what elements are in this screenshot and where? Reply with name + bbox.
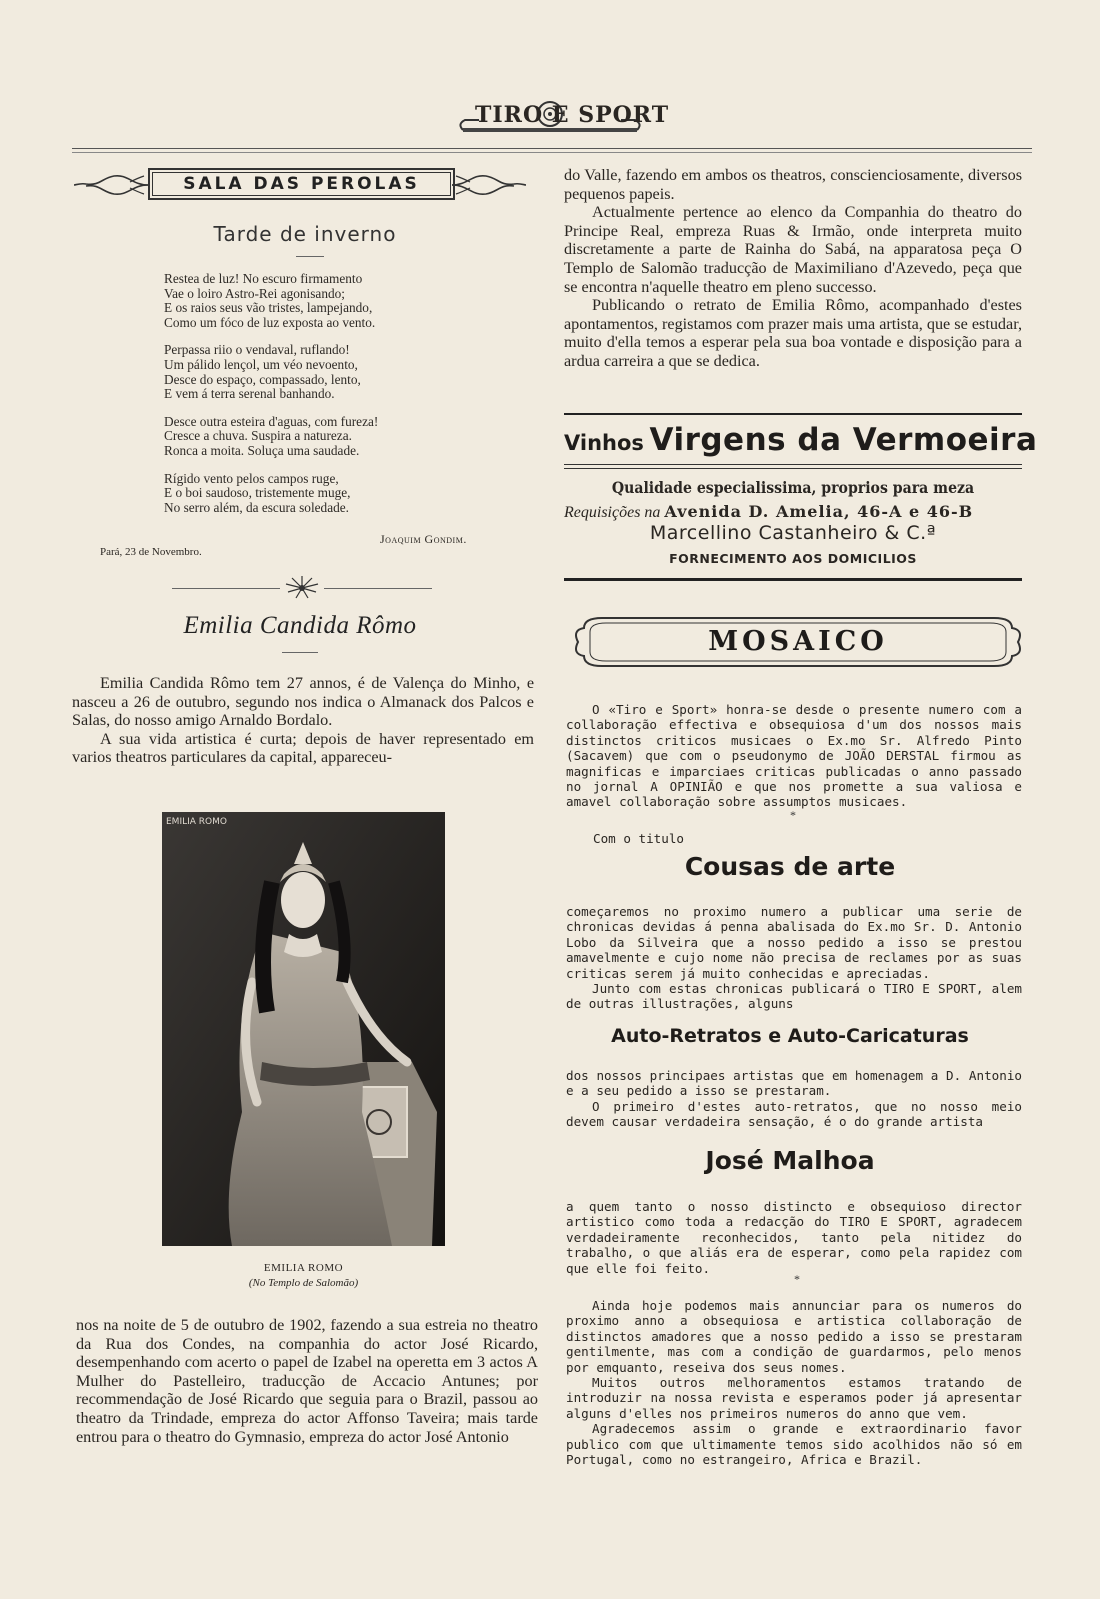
mosaico-paragraph: dos nossos principaes artistas que em homenagem a D. Antonio e a seu pedido a isso se prestaram. [566,1068,1022,1099]
svg-text:TIRO E SPORT: TIRO E SPORT [475,102,670,128]
heading-auto-retratos: Auto-Retratos e Auto-Caricaturas [611,1025,969,1047]
poem-line: Restea de luz! No escuro firmamento [164,271,363,286]
poem-line: No serro além, da escura soledade. [164,499,349,515]
ad-brand: Virgens da Vermoeira [649,422,1038,458]
bio-column-top [72,674,534,767]
bio-title-rule [282,652,318,653]
mosaico-block-5 [566,1298,1022,1467]
mosaico-paragraph: Agradecemos assim o grande e extraordinario favor publico com que ultimamente temos sido acolhidos não só em Portugal, como no estrangeiro, Africa e Brazil. [566,1421,1022,1468]
header-rule [72,148,1032,149]
mosaico-intro-paragraph [566,702,1022,810]
sala-banner-title: SALA DAS PEROLAS [183,174,420,194]
poem-line: Ronca a moita. Soluça uma saudade. [164,442,360,458]
ad-rule [564,468,1022,469]
mosaico-block-2 [566,904,1022,1012]
asterism: * [790,808,796,822]
bio-column-right [564,166,1022,371]
heading-jose-malhoa: José Malhoa [705,1146,875,1175]
poem-stanza [164,272,484,330]
sala-banner [148,168,455,200]
poem-line: Como um fóco de luz exposta ao vento. [164,314,376,330]
poem-place-date: Pará, 23 de Novembro. [100,546,202,558]
poem-author: Joaquim Gondim. [380,532,467,546]
emilia-romo-photo [162,812,445,1246]
header-rule-thin [72,152,1032,153]
ad-vinhos: Vinhos [564,431,644,455]
ad-address: Avenida D. Amelia, 46-A e 46-B [664,502,974,521]
mosaico-title: MOSAICO [708,626,888,657]
ad-quality: Qualidade especialissima, proprios para meza [611,478,975,497]
bio-paragraph: Publicando o retrato de Emilia Rômo, acompanhado d'estes apontamentos, registamos com prazer mais uma artista, que se estudar, muito d'ella temos a esperar pela sua boa vontade e disposição para a ardua carreira a que se dedica. [564,296,1022,370]
poem-line: Rígido vento pelos campos ruge, [164,470,339,486]
bio-paragraph: A sua vida artistica é curta; depois de haver representado em varios theatros particulares da capital, appareceu- [72,729,534,767]
asterism: * [794,1272,800,1286]
ad-top-rule [564,413,1022,415]
ad-delivery: FORNECIMENTO AOS DOMICILIOS [669,551,917,566]
poem-stanza [164,343,484,401]
ad-merchant: Marcellino Castanheiro & C.ª [649,522,937,544]
bio-column-bottom [76,1316,538,1446]
mosaico-paragraph: O «Tiro e Sport» honra-se desde o presente numero com a collaboração effectiva e obsequiosa d'um dos nossos mais distinctos criticos musicaes o Ex.mo Sr. Alfredo Pinto (Sacavem) que com o pseudonymo de JOÃO DERSTAL firmou as magnificas e imparciaes criticas publicadas o anno passado no jornal A OPINIÃO e que nos promette a sua valiosa e amavel collaboração sobre assumptos musicaes. [566,702,1022,810]
poem-line: E os raios seus vão tristes, lampejando, [164,300,373,316]
mosaico-paragraph: Ainda hoje podemos mais annunciar para os numeros do proximo anno a obsequiosa e artistica collaboração de distinctos amadores que a nosso pedido a isso se prestaram gentilmente, mas com a condição de guardarmos, pelo menos por emquanto, reseiva dos seus nomes. [566,1298,1022,1375]
mosaico-paragraph: Junto com estas chronicas publicará o TIRO E SPORT, alem de outras illustrações, alguns [566,981,1022,1012]
poem-line: E o boi saudoso, tristemente muge, [164,485,351,501]
section-divider-left [172,588,280,589]
poem-stanza [164,415,484,459]
ad-rule [564,464,1022,465]
mosaico-block-4 [566,1199,1022,1276]
section-divider-right [324,588,432,589]
poem-line: E vem á terra serenal banhando. [164,386,335,402]
poem-line: Vae o loiro Astro-Rei agonisando; [164,285,345,301]
mosaico-paragraph: a quem tanto o nosso distincto e obsequioso director artistico como toda a redacção do TIRO E SPORT, agradecem verdadeiramente reconhecidos, tanto pela nitidez do trabalho, o que aliás era de esperar, como pela rapidez com que elle foi feito. [566,1199,1022,1276]
poem-title-rule [296,256,324,257]
ad-bottom-rule [564,578,1022,581]
poem-title: Tarde de inverno [213,222,397,246]
mosaico-paragraph: Muitos outros melhoramentos estamos tratando de introduzir na nossa revista e esperamos poder já apresentar alguns d'elles nos primeiros numeros do anno que vem. [566,1375,1022,1421]
mosaico-paragraph: O primeiro d'estes auto-retratos, que no nosso meio devem causar verdadeira sensação, é o do grande artista [566,1098,1022,1130]
bio-paragraph: Emilia Candida Rômo tem 27 annos, é de Valença do Minho, e nasceu a 26 de outubro, segundo nos indica o Almanack dos Palcos e Salas, do nosso amigo Arnaldo Bordalo. [72,674,534,730]
poem-body [164,272,484,528]
bio-title: Emilia Candida Rômo [183,612,417,639]
mosaico-paragraph: começaremos no proximo numero a publicar uma serie de chronicas devidas á penna abalisada do Ex.mo Sr. D. Antonio Lobo da Silveira que a nosso pedido a isso se prestou amavelmente e cujo nome não precisa de reclames por as suas criticas serem já muito conhecidas e apreciadas. [566,904,1022,981]
ad-requisition [564,502,1024,522]
sunburst-ornament-icon [282,574,322,600]
heading-cousas-de-arte: Cousas de arte [684,852,896,881]
poem-line: Desce outra esteira d'aguas, com fureza! [164,413,379,429]
right-flourish-ornament [450,166,528,204]
poem-line: Um pálido lençol, um véo nevoento, [164,356,358,372]
ad-req-prefix: Requisições na [564,504,661,521]
poem-stanza [164,472,484,516]
bio-paragraph: nos na noite de 5 de outubro de 1902, fazendo a sua estreia no theatro da Rua dos Condes, na companhia do actor José Ricardo, desempenhando com acerto o papel de Izabel na operetta em 3 actos A Mulher do Pastelleiro, traducção de Accacio Antunes; por recommendação de José Ricardo que seguia para o Brazil, passou ao theatro da Trindade, empreza do actor Affonso Taveira; mais tarde entrou para o theatro do Gymnasio, empreza do actor José Antonio [76,1316,538,1446]
mosaico-block-3 [566,1068,1022,1130]
photo-subcaption: (No Templo de Salomão) [248,1277,359,1289]
poem-line: Cresce a chuva. Suspira a natureza. [164,428,352,444]
svg-text:EMILIA ROMO: EMILIA ROMO [166,817,227,827]
photo-caption: EMILIA ROMO [263,1262,344,1274]
bio-paragraph: Actualmente pertence ao elenco da Companhia do theatro do Principe Real, empreza Ruas & Irmão, onde interpreta muito discretamente a parte de Rainha do Sabá, na apparatosa peça O Templo de Salomão traducção de Maximiliano d'Azevedo, peça que se encontra n'aquelle theatro em pleno successo. [564,203,1022,296]
poem-line: Perpassa riio o vendaval, ruflando! [164,342,350,358]
bio-paragraph: do Valle, fazendo em ambos os theatros, conscienciosamente, diversos pequenos papeis. [564,166,1022,203]
masthead-logo [455,94,670,140]
mosaico-intro-line: Com o titulo [593,831,684,846]
left-flourish-ornament [72,166,150,204]
poem-line: Desce do espaço, compassado, lento, [164,371,361,387]
ad-headline [564,422,1038,458]
